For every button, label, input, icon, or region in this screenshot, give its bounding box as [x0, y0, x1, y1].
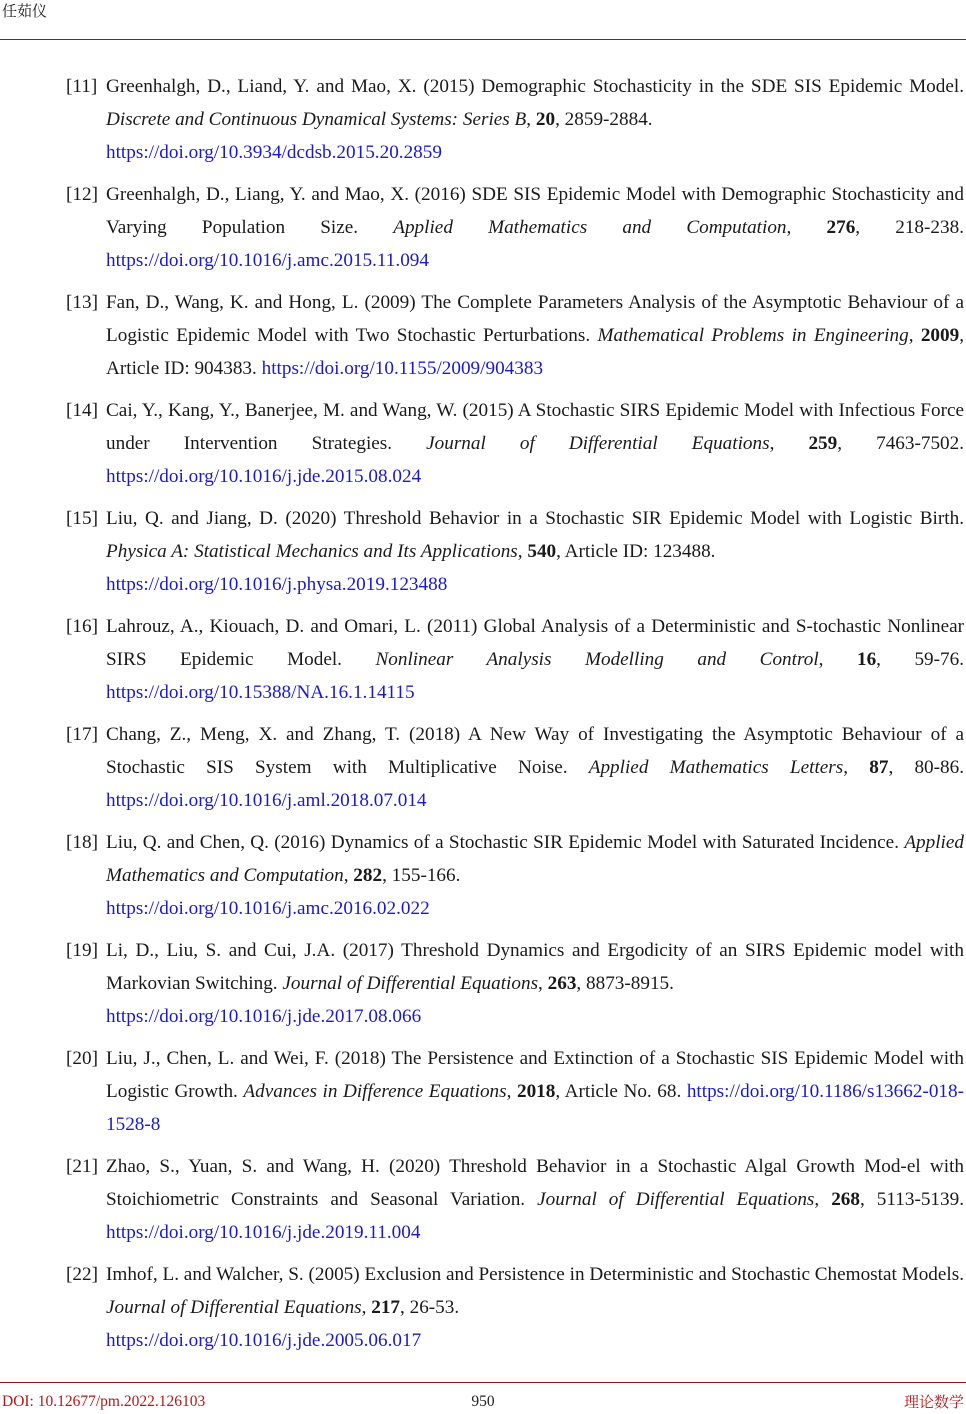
reference-doi-link[interactable]: https://doi.org/10.1016/j.jde.2019.11.004 — [106, 1222, 421, 1243]
reference-doi-link[interactable]: https://doi.org/10.3934/dcdsb.2015.20.2859 — [106, 142, 442, 163]
reference-journal: Physica A: Statistical Mechanics and Its Applications — [106, 541, 518, 562]
footer-doi: DOI: 10.12677/pm.2022.126103 — [2, 1393, 206, 1410]
reference-journal: Mathematical Problems in Engineering — [597, 325, 909, 346]
reference-number: [11] — [66, 76, 98, 97]
page-header — [0, 0, 966, 40]
reference-text: Liu, J., Chen, L. and Wei, F. (2018) The Persistence and Extinction of a Stochastic SIS Epidemic Model with Logistic Growth. — [106, 1048, 964, 1102]
reference-number: [15] — [66, 508, 98, 529]
reference-pages: , 26-53. — [400, 1297, 460, 1318]
reference-volume: 540 — [527, 541, 557, 562]
reference-text: Liu, Q. and Chen, Q. (2016) Dynamics of a Stochastic SIR Epidemic Model with Saturated Incidence. — [106, 832, 905, 853]
reference-journal: Advances in Difference Equations — [243, 1081, 507, 1102]
reference-number: [20] — [66, 1048, 98, 1069]
reference-number: [22] — [66, 1264, 98, 1285]
reference-doi-link[interactable]: https://doi.org/10.1016/j.amc.2015.11.094 — [106, 250, 429, 271]
reference-volume: 2018 — [516, 1081, 556, 1102]
page-number: 950 — [471, 1393, 495, 1410]
header-author: 任茹仪 — [2, 2, 48, 20]
reference-pages: , 5113-5139. — [859, 1189, 965, 1210]
reference-item: [15] Liu, Q. and Jiang, D. (2020) Threshold Behavior in a Stochastic SIR Epidemic Model with Logistic Birth. Physica A: Statistical Mechanics and Its Applications, 540, Article ID: 123488. https://doi.org/10.1016/j.physa.2019.123488 — [66, 502, 964, 601]
reference-volume: 263 — [547, 973, 577, 994]
reference-doi-link[interactable]: https://doi.org/10.15388/NA.16.1.14115 — [106, 682, 415, 703]
reference-volume: 87 — [869, 757, 889, 778]
reference-item: [17] Chang, Z., Meng, X. and Zhang, T. (2018) A New Way of Investigating the Asymptotic Behaviour of a Stochastic SIS System with Multiplicative Noise. Applied Mathematics Letters, 87, 80-86. https://doi.org/10.1016/j.aml.2018.07.014 — [66, 718, 964, 817]
reference-pages: , 2859-2884. — [555, 109, 653, 130]
reference-doi-link[interactable]: https://doi.org/10.1016/j.jde.2005.06.017 — [106, 1330, 422, 1351]
reference-pages: , 155-166. — [382, 865, 461, 886]
reference-pages: , 218-238. — [855, 217, 964, 238]
reference-text: Li, D., Liu, S. and Cui, J.A. (2017) Threshold Dynamics and Ergodicity of an SIRS Epidemic model with Markovian Switching. — [106, 940, 964, 994]
reference-journal: Journal of Differential Equations — [106, 1297, 362, 1318]
reference-volume: 259 — [808, 433, 838, 454]
reference-item: [19] Li, D., Liu, S. and Cui, J.A. (2017) Threshold Dynamics and Ergodicity of an SIRS Epidemic model with Markovian Switching. Journal of Differential Equations, 263, 8873-8915. https://doi.org/10.1016/j.jde.2017.08.066 — [66, 934, 964, 1033]
page-footer — [0, 1382, 966, 1414]
reference-item: [11] Greenhalgh, D., Liand, Y. and Mao, X. (2015) Demographic Stochasticity in the SDE SIS Epidemic Model. Discrete and Continuous Dynamical Systems: Series B, 20, 2859-2884. https://doi.org/10.3934/dcdsb.2015.20.2859 — [66, 70, 964, 169]
reference-item: [12] Greenhalgh, D., Liang, Y. and Mao, X. (2016) SDE SIS Epidemic Model with Demographic Stochasticity and Varying Population Size. Applied Mathematics and Computation, 276, 218-238. https://doi.org/10.1016/j.amc.2015.11.094 — [66, 178, 964, 277]
reference-volume: 16 — [856, 649, 877, 670]
reference-item: [18] Liu, Q. and Chen, Q. (2016) Dynamics of a Stochastic SIR Epidemic Model with Saturated Incidence. Applied Mathematics and Computation, 282, 155-166. https://doi.org/10.1016/j.amc.2016.02.022 — [66, 826, 964, 925]
reference-item: [21] Zhao, S., Yuan, S. and Wang, H. (2020) Threshold Behavior in a Stochastic Algal Growth Mod-el with Stoichiometric Constraints and Seasonal Variation. Journal of Differential Equations, 268, 5113-5139. https://doi.org/10.1016/j.jde.2019.11.004 — [66, 1150, 964, 1249]
reference-item: [13] Fan, D., Wang, K. and Hong, L. (2009) The Complete Parameters Analysis of the Asymptotic Behaviour of a Logistic Epidemic Model with Two Stochastic Perturbations. Mathematical Problems in Engineering, 2009, Article ID: 904383. https://doi.org/10.1155/2009/904383 — [66, 286, 964, 385]
reference-doi-link[interactable]: https://doi.org/10.1016/j.jde.2015.08.024 — [106, 466, 422, 487]
reference-text: Fan, D., Wang, K. and Hong, L. (2009) The Complete Parameters Analysis of the Asymptotic Behaviour of a Logistic Epidemic Model with Two Stochastic Perturbations. — [106, 292, 964, 346]
reference-journal: Applied Mathematics Letters — [588, 757, 844, 778]
reference-journal: Discrete and Continuous Dynamical Systems: Series B — [106, 109, 527, 130]
reference-journal: Journal of Differential Equations — [426, 433, 770, 454]
reference-item: [22] Imhof, L. and Walcher, S. (2005) Exclusion and Persistence in Deterministic and Stochastic Chemostat Models. Journal of Differential Equations, 217, 26-53. https://doi.org/10.1016/j.jde.2005.06.017 — [66, 1258, 964, 1357]
reference-number: [13] — [66, 292, 98, 313]
reference-number: [12] — [66, 184, 98, 205]
reference-doi-link[interactable]: https://doi.org/10.1186/s13662-018-1528-8 — [106, 1081, 964, 1135]
reference-volume: 2009 — [920, 325, 960, 346]
reference-text: Liu, Q. and Jiang, D. (2020) Threshold Behavior in a Stochastic SIR Epidemic Model with Logistic Birth. — [106, 508, 964, 529]
reference-volume: 282 — [353, 865, 383, 886]
reference-pages: , Article ID: 904383. — [106, 325, 964, 379]
reference-number: [14] — [66, 400, 98, 421]
reference-journal: Nonlinear Analysis Modelling and Control — [375, 649, 819, 670]
reference-doi-link[interactable]: https://doi.org/10.1155/2009/904383 — [261, 358, 544, 379]
reference-journal: Applied Mathematics and Computation — [106, 832, 964, 886]
reference-doi-link[interactable]: https://doi.org/10.1016/j.aml.2018.07.014 — [106, 790, 427, 811]
reference-pages: , 59-76. — [876, 649, 965, 670]
reference-text: Chang, Z., Meng, X. and Zhang, T. (2018) A New Way of Investigating the Asymptotic Behaviour of a Stochastic SIS System with Multiplicative Noise. — [106, 724, 964, 778]
reference-number: [18] — [66, 832, 98, 853]
reference-doi-link[interactable]: https://doi.org/10.1016/j.physa.2019.123488 — [106, 574, 448, 595]
reference-text: Zhao, S., Yuan, S. and Wang, H. (2020) Threshold Behavior in a Stochastic Algal Growth Mod-el with Stoichiometric Constraints and Seasonal Variation. — [106, 1156, 964, 1210]
reference-text: Lahrouz, A., Kiouach, D. and Omari, L. (2011) Global Analysis of a Deterministic and S-tochastic Nonlinear SIRS Epidemic Model. — [106, 616, 964, 670]
reference-volume: 217 — [371, 1297, 401, 1318]
reference-pages: , 7463-7502. — [837, 433, 965, 454]
reference-number: [17] — [66, 724, 98, 745]
reference-journal: Journal of Differential Equations — [282, 973, 539, 994]
reference-pages: , Article ID: 123488. — [556, 541, 716, 562]
reference-volume: 20 — [535, 109, 556, 130]
reference-volume: 276 — [826, 217, 856, 238]
reference-number: [19] — [66, 940, 98, 961]
reference-text: Cai, Y., Kang, Y., Banerjee, M. and Wang, W. (2015) A Stochastic SIRS Epidemic Model with Infectious Force under Intervention Strategies. — [106, 400, 964, 454]
reference-number: [16] — [66, 616, 98, 637]
reference-doi-link[interactable]: https://doi.org/10.1016/j.amc.2016.02.022 — [106, 898, 430, 919]
reference-pages: , 80-86. — [888, 757, 965, 778]
reference-item: [14] Cai, Y., Kang, Y., Banerjee, M. and Wang, W. (2015) A Stochastic SIRS Epidemic Model with Infectious Force under Intervention Strategies. Journal of Differential Equations, 259, 7463-7502. https://doi.org/10.1016/j.jde.2015.08.024 — [66, 394, 964, 493]
reference-journal: Journal of Differential Equations — [537, 1189, 815, 1210]
reference-doi-link[interactable]: https://doi.org/10.1016/j.jde.2017.08.066 — [106, 1006, 422, 1027]
reference-item: [16] Lahrouz, A., Kiouach, D. and Omari, L. (2011) Global Analysis of a Deterministic and S-tochastic Nonlinear SIRS Epidemic Model. Nonlinear Analysis Modelling and Control, 16, 59-76. https://doi.org/10.15388/NA.16.1.14115 — [66, 610, 964, 709]
reference-text: Imhof, L. and Walcher, S. (2005) Exclusion and Persistence in Deterministic and Stochastic Chemostat Models. — [106, 1264, 964, 1285]
reference-journal: Applied Mathematics and Computation — [393, 217, 787, 238]
reference-item: [20] Liu, J., Chen, L. and Wei, F. (2018) The Persistence and Extinction of a Stochastic SIS Epidemic Model with Logistic Growth. Advances in Difference Equations, 2018, Article No. 68. https://doi.org/10.1186/s13662-018-1528-8 — [66, 1042, 964, 1141]
reference-number: [21] — [66, 1156, 98, 1177]
reference-pages: , 8873-8915. — [576, 973, 674, 994]
reference-pages: , Article No. 68. — [555, 1081, 687, 1102]
reference-list — [66, 70, 964, 1366]
reference-text: Greenhalgh, D., Liand, Y. and Mao, X. (2015) Demographic Stochasticity in the SDE SIS Epidemic Model. — [106, 76, 964, 97]
reference-text: Greenhalgh, D., Liang, Y. and Mao, X. (2016) SDE SIS Epidemic Model with Demographic Stochasticity and Varying Population Size. — [106, 184, 964, 238]
footer-journal-name: 理论数学 — [903, 1393, 964, 1411]
reference-volume: 268 — [831, 1189, 860, 1210]
